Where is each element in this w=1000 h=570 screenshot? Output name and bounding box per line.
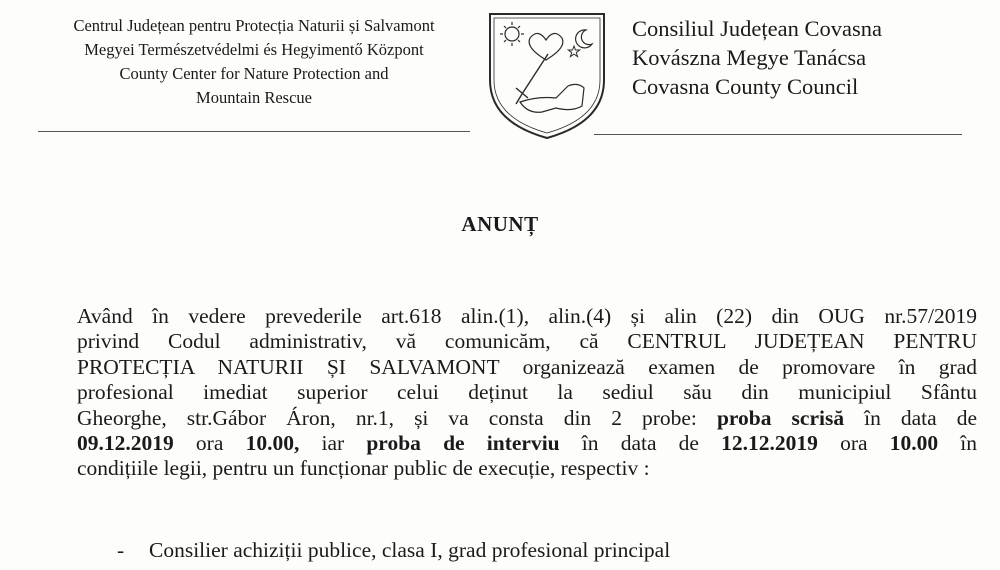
header-right-divider (594, 134, 962, 135)
sword-icon (516, 54, 548, 104)
body-line-6 (77, 431, 977, 456)
body-line-6-ora-2: ora (817, 431, 890, 456)
body-line-5-text: Gheorghe, str.Gábor Áron, nr.1, și va consta din 2 probe: (77, 405, 717, 430)
left-header (38, 14, 470, 110)
body-line-5 (77, 406, 977, 431)
armored-arm-icon (520, 84, 584, 112)
position-list-item (117, 538, 670, 563)
header-right-line-en: Covasna County Council (632, 74, 859, 99)
header-right-line-hu: Kovászna Megye Tanácsa (632, 45, 867, 70)
body-line-2: privind Codul administrativ, vă comunicăm, că CENTRUL JUDEȚEAN PENTRU (77, 329, 977, 354)
header-left-divider (38, 131, 470, 132)
written-exam-date: 09.12.2019 (77, 431, 174, 456)
body-line-5-end: în data de (844, 405, 977, 430)
body-line-6-ora-1: ora (173, 431, 246, 456)
written-exam-label: proba scrisă (716, 405, 845, 430)
star-icon (568, 46, 579, 57)
body-line-1: Având în vedere prevederile art.618 alin.(1), alin.(4) și alin (22) din OUG nr.57/2019 (77, 304, 977, 328)
crescent-moon-icon (576, 30, 592, 48)
position-title: Consilier achiziții publice, clasa I, grad profesional principal (149, 538, 671, 562)
body-line-6-in-data: în data de (559, 431, 722, 456)
announcement-body (77, 304, 977, 482)
body-line-6-in: în (938, 431, 977, 456)
body-line-6-iar: iar (299, 431, 367, 456)
header-left-line-en-1: County Center for Nature Protection and (119, 64, 389, 83)
coat-of-arms-icon (486, 10, 608, 142)
page-title: ANUNȚ (461, 212, 539, 236)
body-line-4: profesional imediat superior celui deținut la sediul său din municipiul Sfântu (77, 380, 977, 405)
header-left-line-ro: Centrul Județean pentru Protecția Naturii și Salvamont (73, 16, 435, 35)
header-left-line-hu: Megyei Természetvédelmi és Hegyimentő Központ (84, 40, 424, 59)
written-exam-time: 10.00, (245, 431, 300, 456)
body-line-7: condițiile legii, pentru un funcționar public de execuție, respectiv : (77, 456, 650, 481)
interview-date: 12.12.2019 (721, 431, 818, 456)
sun-icon (500, 22, 524, 46)
right-header (632, 14, 962, 101)
header-right-line-ro: Consiliul Județean Covasna (632, 16, 882, 41)
list-bullet-dash: - (117, 538, 125, 562)
header-left-line-en-2: Mountain Rescue (196, 88, 312, 107)
interview-time: 10.00 (889, 431, 939, 456)
body-line-3: PROTECȚIA NATURII ȘI SALVAMONT organizează examen de promovare în grad (77, 354, 977, 379)
interview-label: proba de interviu (366, 431, 560, 456)
